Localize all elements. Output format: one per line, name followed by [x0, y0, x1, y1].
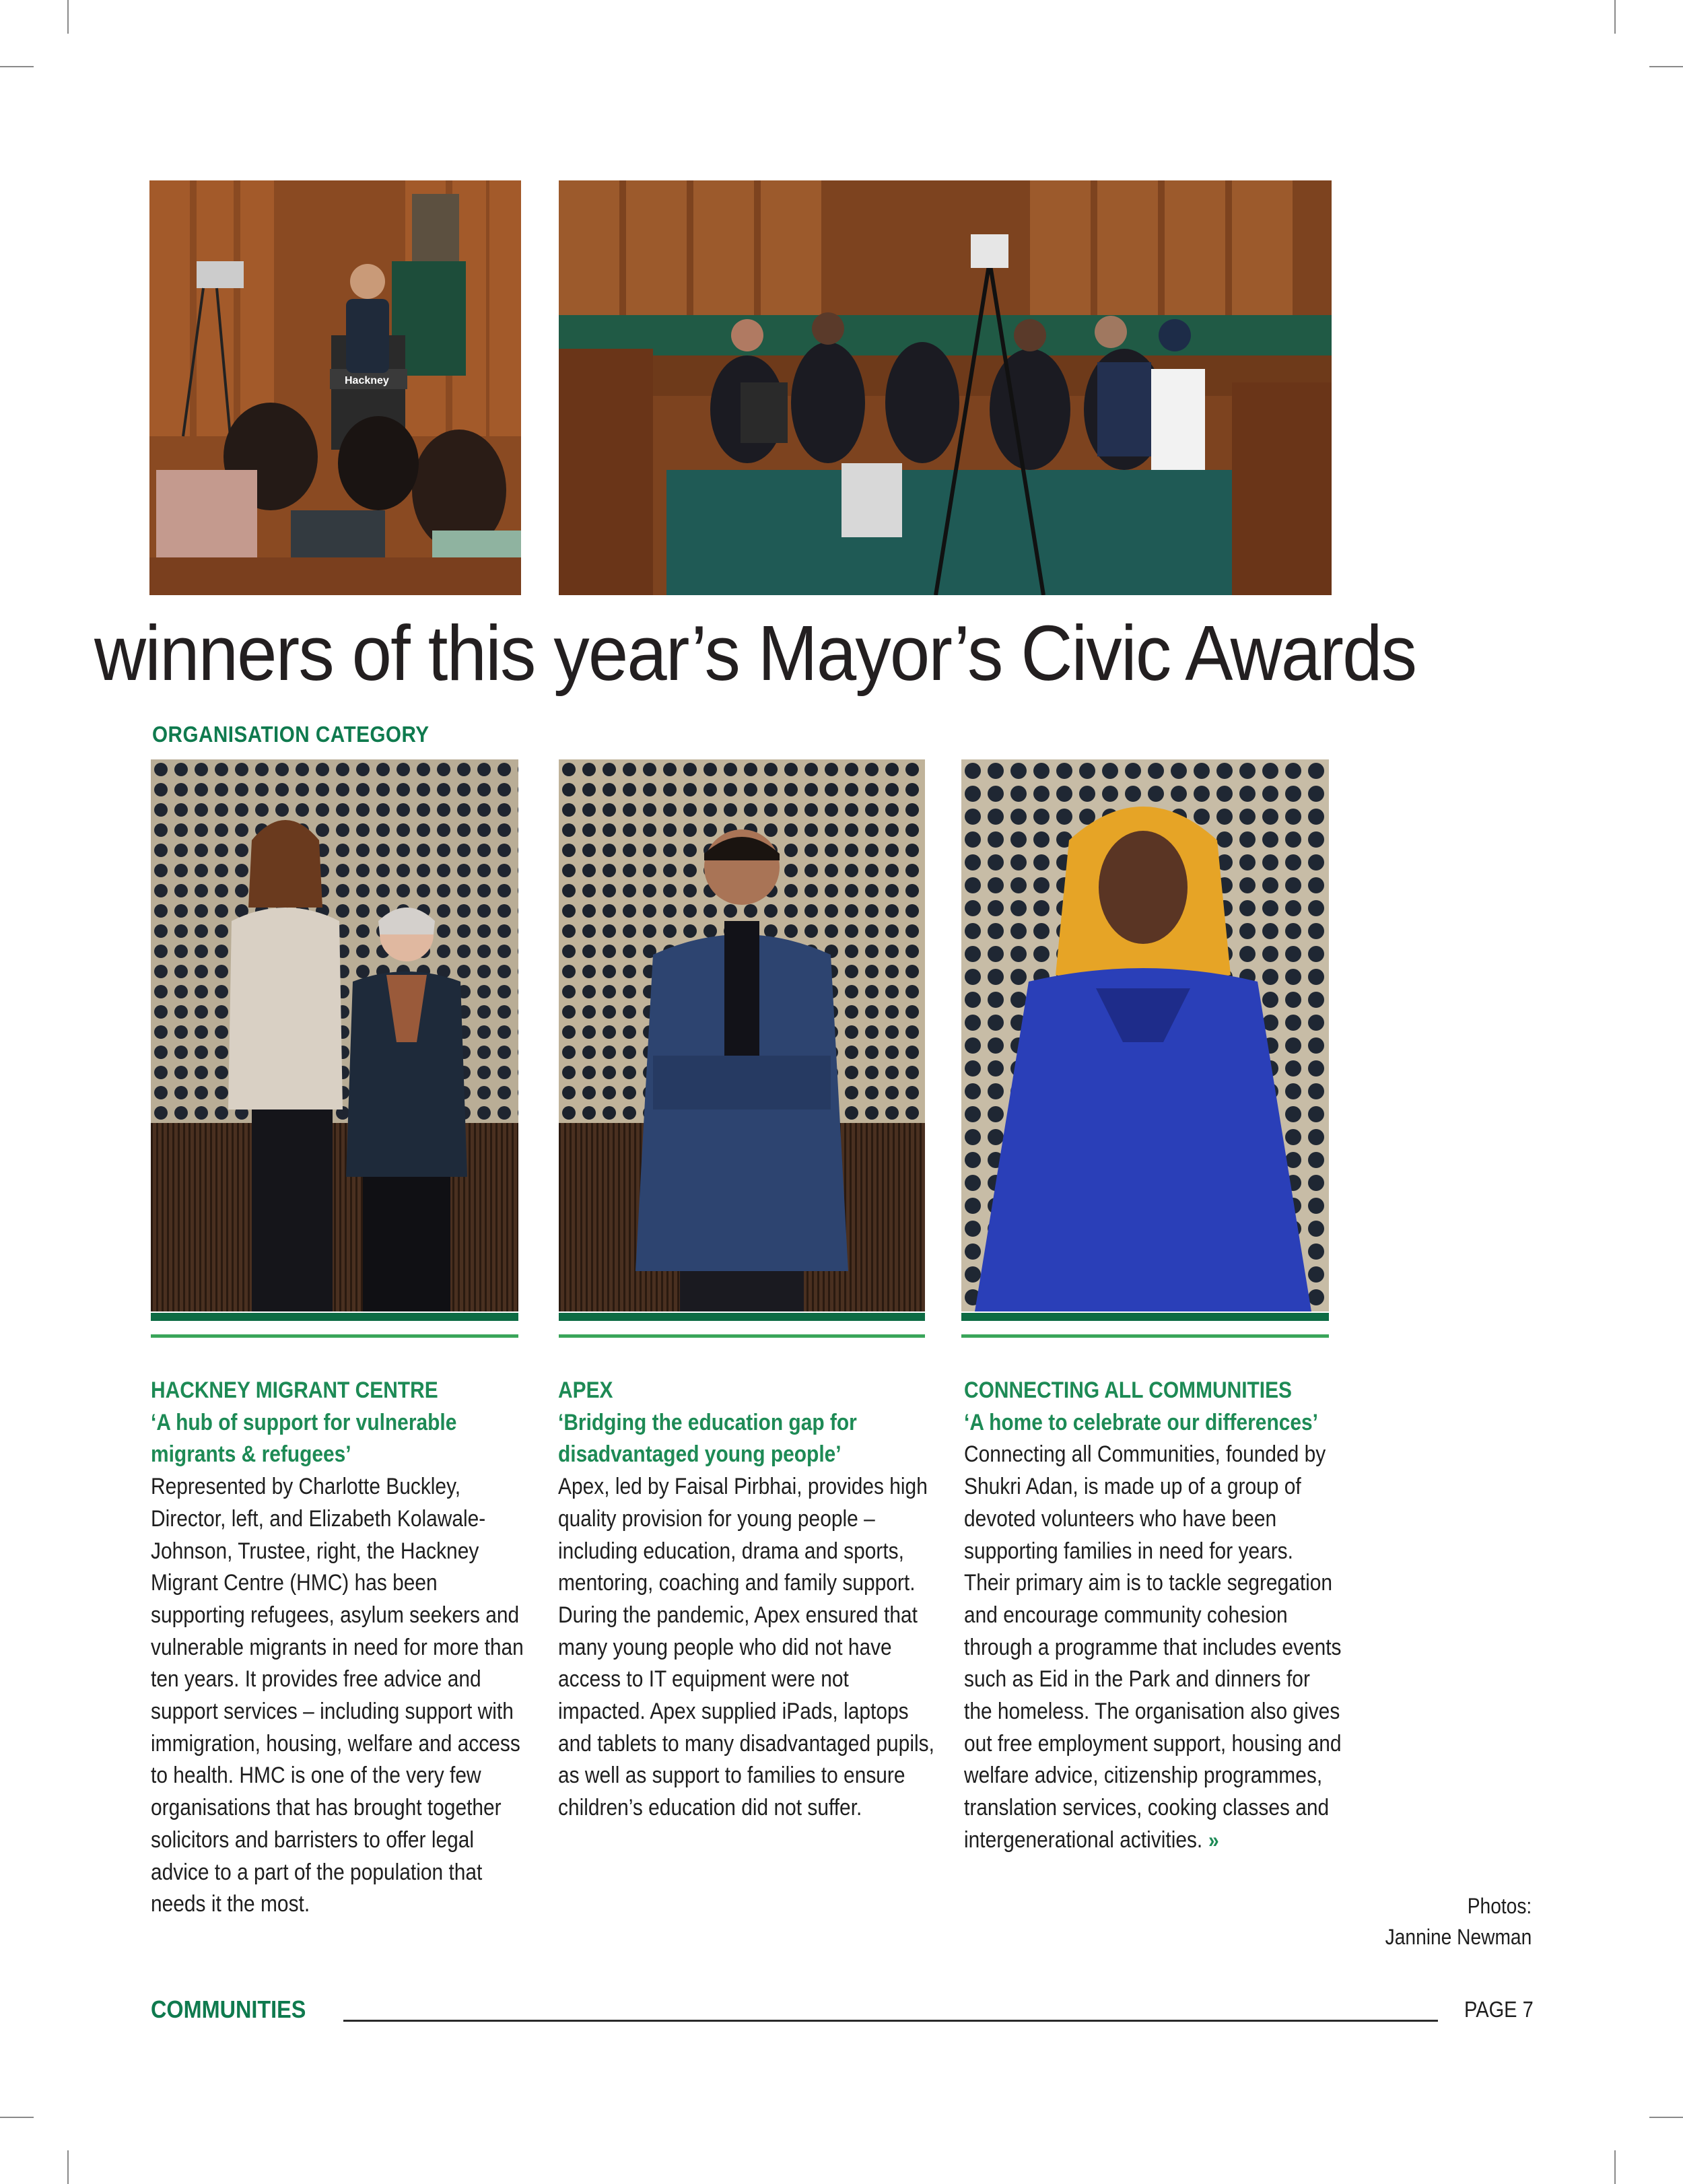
photo-credit-name: Jannine Newman — [1385, 1925, 1532, 1949]
crop-mark — [0, 2117, 34, 2118]
photo-group-chamber — [559, 180, 1332, 595]
winner-description-text: Connecting all Communities, founded by Shukri Adan, is made up of a group of devoted volunteers who have been supporting families in need for years. Their primary aim is to tackle segregation and encourage community cohesion through a programme that includes events such as Eid in the Park and dinners for the homeless. The organisation also gives out free employment support, housing and welfare advice, citizenship programmes, translation services, cooking classes and intergenerational activities. — [964, 1441, 1342, 1853]
crop-mark — [1614, 0, 1616, 34]
rule-light-2 — [559, 1334, 925, 1338]
crop-mark — [67, 0, 69, 34]
photo-speaker-lectern — [149, 180, 521, 595]
rule-dark-3 — [961, 1313, 1329, 1321]
winner-org-name: HACKNEY MIGRANT CENTRE — [151, 1377, 438, 1403]
crop-mark — [1649, 66, 1683, 67]
crop-mark — [1614, 2150, 1616, 2184]
winner-description: Apex, led by Faisal Pirbhai, provides high quality provision for young people – including education, drama and sports, mentoring, coaching and family support. During the pandemic, Apex ensured that many young people who did not have access to IT equipment were not impacted. Apex supplied iPads, laptops and tablets to many disadvantaged pupils, as well as support to families to ensure children’s education did not suffer. — [558, 1474, 934, 1821]
winner-tagline: ‘Bridging the education gap for disadvantaged young people’ — [558, 1409, 857, 1468]
crop-mark — [67, 2150, 69, 2184]
winner-org-name: CONNECTING ALL COMMUNITIES — [964, 1377, 1293, 1403]
crop-mark — [0, 66, 34, 67]
footer-section-name: COMMUNITIES — [151, 1995, 306, 2023]
winner-org-name: APEX — [558, 1377, 613, 1403]
photo-connecting-all-communities — [961, 759, 1329, 1311]
winner-description — [964, 1439, 1343, 1856]
svg-text:Hackney: Hackney — [345, 375, 389, 386]
rule-dark-2 — [559, 1313, 925, 1321]
winner-column-3 — [964, 1375, 1341, 1857]
winner-tagline: ‘A hub of support for vulnerable migrants & refugees’ — [151, 1409, 457, 1468]
rule-light-3 — [961, 1334, 1329, 1338]
photo-credit — [1385, 1890, 1532, 1952]
winner-column-1 — [151, 1375, 528, 1921]
photo-apex — [559, 759, 925, 1311]
page-number: PAGE 7 — [1464, 1997, 1534, 2022]
crop-mark — [1649, 2117, 1683, 2118]
winner-tagline: ‘A home to celebrate our differences’ — [964, 1409, 1318, 1435]
footer-rule — [343, 2020, 1438, 2022]
photo-credit-label: Photos: — [1467, 1894, 1532, 1918]
winner-column-2 — [558, 1375, 935, 1824]
rule-dark-1 — [151, 1313, 518, 1321]
headline: winners of this year’s Mayor’s Civic Awards — [94, 609, 1416, 697]
category-label: ORGANISATION CATEGORY — [152, 722, 430, 747]
winner-description: Represented by Charlotte Buckley, Director, left, and Elizabeth Kolawale-Johnson, Trustee, right, the Hackney Migrant Centre (HMC) has been supporting refugees, asylum seekers and vulnerable migrants in need for more than ten years. It provides free advice and support services – including support with immigration, housing, welfare and access to health. HMC is one of the very few organisations that has brought together solicitors and barristers to offer legal advice to a part of the population that needs it the most. — [151, 1474, 524, 1917]
photo-hackney-migrant-centre — [151, 759, 518, 1311]
rule-light-1 — [151, 1334, 518, 1338]
continue-arrow-icon: » — [1208, 1827, 1219, 1852]
